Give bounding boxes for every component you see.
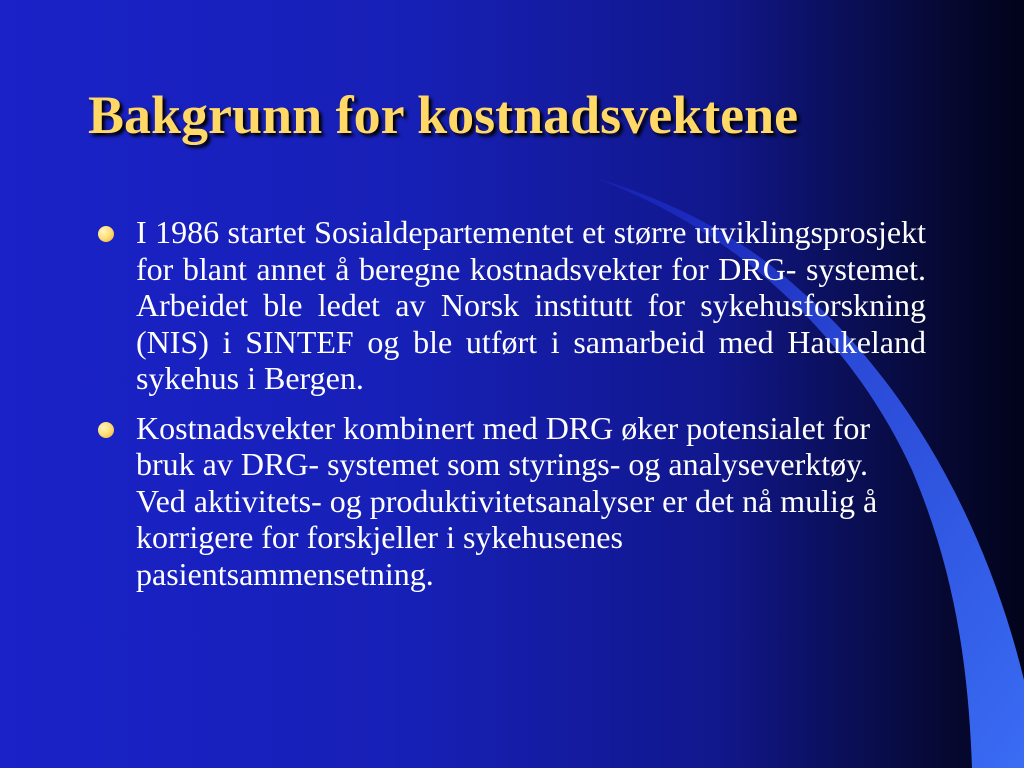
bullet-icon bbox=[98, 226, 114, 242]
list-item bbox=[98, 214, 926, 397]
bullet-text: Kostnadsvekter kombinert med DRG øker potensialet for bruk av DRG- systemet som styrings- og analyseverktøy. Ved aktivitets- og produktivitetsanalyser er det nå mulig å korrigere for forskjeller i sykehusenes pasientsammensetning. bbox=[136, 409, 878, 592]
bullet-list bbox=[98, 214, 926, 605]
bullet-text: I 1986 startet Sosialdepartementet et større utviklingsprosjekt for blant annet å beregne kostnadsvekter for DRG- systemet. Arbeidet ble ledet av Norsk institutt for sykehusforskning (NIS) i SINTEF og ble utført i samarbeid med Haukeland sykehus i Bergen. bbox=[136, 214, 926, 396]
slide-title: Bakgrunn for kostnadsvektene bbox=[88, 85, 799, 145]
bullet-icon bbox=[98, 422, 114, 438]
list-item bbox=[98, 410, 926, 593]
